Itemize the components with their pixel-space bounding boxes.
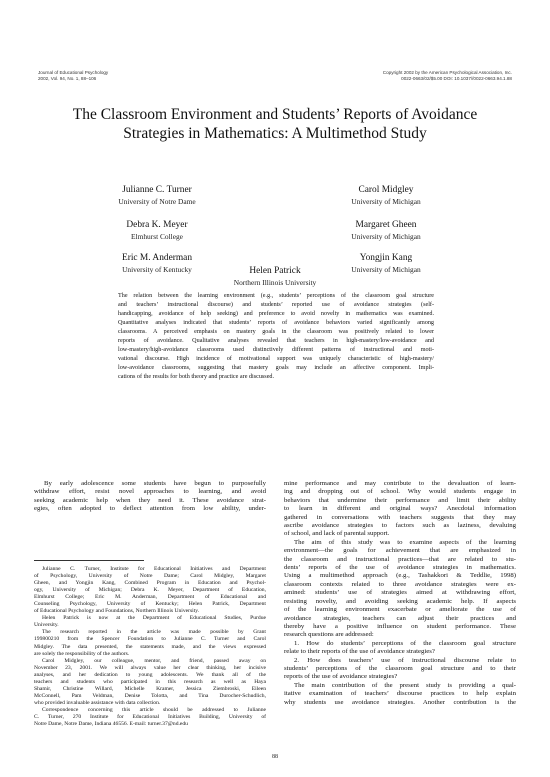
journal-volume: 2002, Vol. 94, No. 1, 88–106 [38, 75, 97, 81]
footnote-line: Correspondence concerning this article should be addressed to Julianne [42, 706, 266, 713]
footnote-line: Shamir, Christine Willard, Michelle Kramer, Jessica Ziembroski, Eileen [34, 685, 266, 692]
author-note [34, 566, 266, 728]
research-question: 1. How do students’ perceptions of the classroom goal structure [294, 639, 516, 647]
footnote-line: analyses, and her dedication to young adolescents. We thank all of the [34, 671, 266, 678]
author-block [286, 185, 486, 207]
footnote-line: November 23, 2001. We will always value her clear thinking, her incisive [34, 664, 266, 671]
author-name: Eric M. Anderman [121, 253, 193, 263]
author-name: Margaret Gheen [355, 220, 417, 230]
body-line: gathered in conversations with teachers suggests that they may [284, 513, 516, 521]
body-line: the classroom and instructional practices—that are related to stu- [284, 555, 516, 563]
body-line: thereby have a positive influence on student performance. These [284, 622, 516, 630]
body-line: ing and dropping out of school. Why would students engage in [284, 488, 516, 496]
footnote-line: Carol Midgley, our colleague, mentor, and friend, passed away on [42, 657, 266, 664]
abstract-line: handicapping, avoidance of help seeking) and preference to avoid novelty in mathematics was examined. [118, 310, 434, 317]
footnote-line: Elmhurst College; Eric M. Anderman, Department of Educational and [34, 594, 266, 601]
abstract-line: low-avoidance classrooms, suggesting that mastery goals may include an affective component. Impli- [118, 364, 434, 371]
article-title [30, 105, 520, 143]
body-line: amined: students’ use of strategies aimed at withdrawing effort, [284, 589, 516, 597]
footnote-line: Counseling Psychology, University of Kentucky; Helen Patrick, Department [34, 601, 266, 608]
author-affiliation: University of Michigan [351, 232, 421, 241]
journal-header-left [38, 70, 108, 81]
doi-line: 0022-0663/02/$5.00 DOI: 10.1037//0022-0663.94.1.88 [401, 75, 512, 81]
author-name: Carol Midgley [358, 185, 414, 195]
footnote-line: Helen Patrick is now at the Department of Educational Studies, Purdue [42, 615, 266, 622]
body-line: Using a multimethod approach (e.g., Tashakkori & Teddlie, 1998) [284, 572, 516, 580]
title-line: The Classroom Environment and Students’ Reports of Avoidance [72, 106, 478, 123]
author-name: Helen Patrick [249, 266, 301, 276]
abstract-line: The relation between the learning environment (e.g., students’ perceptions of the classroom goal structure [118, 293, 434, 299]
footnote-line: C. Turner, 270 Institute for Educational Initiatives Building, University of [34, 713, 266, 720]
body-line: resisting novelty, and avoiding seeking academic help. If aspects [284, 597, 516, 605]
research-question: relate to their reports of the use of avoidance strategies? [284, 648, 435, 656]
footnote-line: 199800210 from the Spencer Foundation to Julianne C. Turner and Carol [34, 636, 266, 643]
footnote-line: who provided invaluable assistance with data collection. [34, 699, 161, 706]
abstract-line: Quantitative analyses indicated that students’ reports of avoidance behaviors varied significantly among [118, 319, 434, 326]
body-line: of school, and lack of parental support. [284, 530, 390, 538]
body-line: avoidance strategies, teachers can adjust their practices and [284, 614, 516, 622]
journal-name: Journal of Educational Psychology [38, 70, 109, 75]
research-question: reports of the use of avoidance strategies? [284, 673, 398, 681]
body-column-right [284, 480, 516, 707]
abstract-line: vational discourse. High incidence of motivational support was uniquely characteristic of high-mastery/ [118, 355, 434, 362]
body-line: itative examination of teachers’ discourse practices to help explain [284, 690, 516, 698]
body-line: classroom contexts related to three avoidance strategies were ex- [284, 580, 516, 588]
footnote-rule [34, 560, 144, 561]
author-name: Julianne C. Turner [122, 185, 192, 195]
author-affiliation: University of Michigan [351, 265, 421, 274]
footnote-line: The research reported in the article was made possible by Grant [42, 629, 266, 636]
body-line: egies, often adopted to deflect attention from low ability, under- [34, 505, 266, 513]
body-line: to learn in different and original ways? Anecdotal information [284, 505, 516, 513]
footnote-line: of Educational Psychology and Foundations, Northern Illinois University. [34, 608, 200, 615]
abstract-line: low-mastery/high-avoidance classrooms used distinctively different patterns of instructional and moti- [118, 346, 434, 353]
footnote-line: ogy, University of Michigan; Debra K. Meyer, Department of Education, [34, 587, 266, 594]
body-line: By early adolescence some students have begun to purposefully [44, 480, 266, 487]
body-line: seeking academic help when they need it. These avoidance strat- [34, 496, 266, 504]
abstract-line: reports of avoidance. Qualitative analyses revealed that teachers in high-mastery/low-avoidance and [118, 337, 434, 344]
body-line: mine performance and may contribute to the devaluation of learn- [284, 480, 516, 487]
author-block [286, 220, 486, 242]
footnote-line: Midgley. The data presented, the statements made, and the views expressed [34, 643, 266, 650]
footnote-line: of Psychology, University of Notre Dame; Carol Midgley, Margaret [34, 573, 266, 580]
body-column-left [34, 480, 266, 514]
title-line: Strategies in Mathematics: A Multimethod Study [123, 125, 427, 142]
body-line: research questions are addressed: [284, 631, 374, 639]
author-name: Debra K. Meyer [126, 220, 188, 230]
body-line: why students use avoidance strategies. Another contribution is the [284, 698, 516, 706]
author-affiliation: University of Notre Dame [118, 197, 196, 206]
journal-header-right [383, 70, 512, 81]
footnote-line: University. [34, 622, 59, 629]
author-name: Yongjin Kang [359, 253, 413, 263]
footnote-line: Notre Dame, Notre Dame, Indiana 46556. E-mail: turner.37@nd.edu [34, 721, 188, 728]
body-line: dents’ reports of the use of avoidance strategies in mathematics. [284, 564, 516, 572]
author-block [57, 220, 257, 242]
research-question: 2. How does teachers’ use of instructional discourse relate to [294, 656, 516, 664]
body-line: The aim of this study was to examine aspects of the learning [294, 538, 516, 546]
body-line: behaviors that undermine their performance and limit their ability [284, 496, 516, 504]
body-line: withdraw effort, resist novel approaches to learning, and avoid [34, 488, 266, 496]
author-affiliation: University of Kentucky [122, 265, 192, 274]
abstract [118, 292, 434, 382]
abstract-line: and teachers’ instructional discourse) and students’ reported use of avoidance strategies (self- [118, 301, 434, 308]
author-block-centered [175, 266, 375, 288]
footnote-line: teachers and students who participated in this research as well as Haya [34, 678, 266, 685]
research-question: students’ perceptions of the classroom goal structure and to their [284, 664, 516, 672]
footnote-line: Julianne C. Turner, Institute for Educational Initiatives and Department [42, 566, 266, 572]
author-affiliation: Elmhurst College [131, 232, 183, 241]
body-line: of the learning environment exacerbate or ameliorate the use of [284, 606, 516, 614]
author-affiliation: University of Michigan [351, 197, 421, 206]
body-line: environment—the goals for achievement that are emphasized in [284, 547, 516, 555]
copyright-line: Copyright 2002 by the American Psychological Association, Inc. [382, 70, 512, 75]
footnote-line: McConnell, Pam Veldman, Denise Tolotta, and Tina Durocher-Schudlich, [34, 692, 266, 699]
author-block [57, 185, 257, 207]
footnote-line: Gheen, and Yongjin Kang, Combined Program in Education and Psychol- [34, 580, 266, 587]
abstract-line: cations of the results for both theory and practice are discussed. [118, 373, 275, 380]
page-number: 88 [272, 754, 278, 760]
author-affiliation: Northern Illinois University [233, 278, 317, 287]
body-line: ascribe avoidance strategies to factors such as laziness, devaluing [284, 522, 516, 530]
abstract-line: classrooms. A perceived emphasis on mastery goals in the classroom was positively related to lower [118, 328, 434, 335]
footnote-line: are solely the responsibility of the authors. [34, 650, 130, 657]
body-line: The main contribution of the present study is providing a qual- [294, 681, 516, 689]
